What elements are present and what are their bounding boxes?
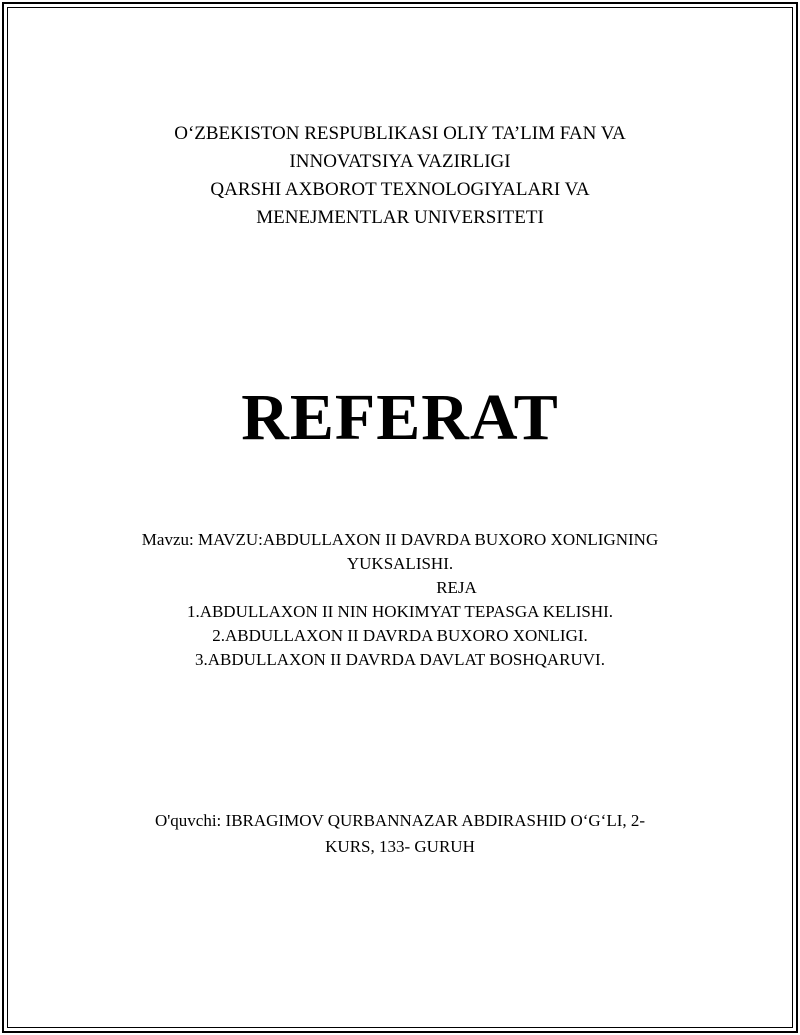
student-line-1: O'quvchi: IBRAGIMOV QURBANNAZAR ABDIRASHID O‘G‘LI, 2-	[154, 811, 646, 830]
document-title: REFERAT	[241, 381, 559, 454]
plan-heading: REJA	[436, 578, 477, 597]
plan-item-3: 3.ABDULLAXON II DAVRDA DAVLAT BOSHQARUVI.	[195, 650, 605, 669]
topic-line-2: YUKSALISHI.	[346, 554, 454, 573]
header-line-1: O‘ZBEKISTON RESPUBLIKASI OLIY TA’LIM FAN VA	[174, 123, 626, 144]
header-line-2: INNOVATSIYA VAZIRLIGI	[289, 151, 511, 172]
topic-section	[0, 528, 800, 672]
topic-line-1: Mavzu: MAVZU:ABDULLAXON II DAVRDA BUXORO XONLIGNING	[141, 530, 659, 549]
institution-header	[0, 120, 800, 232]
plan-item-2: 2.ABDULLAXON II DAVRDA BUXORO XONLIGI.	[212, 626, 588, 645]
student-section	[0, 808, 800, 860]
header-line-4: MENEJMENTLAR UNIVERSITETI	[256, 207, 544, 228]
plan-item-1: 1.ABDULLAXON II NIN HOKIMYAT TEPASGA KELISHI.	[186, 602, 614, 621]
header-line-3: QARSHI AXBOROT TEXNOLOGIYALARI VA	[210, 179, 590, 200]
student-line-2: KURS, 133- GURUH	[325, 837, 475, 856]
